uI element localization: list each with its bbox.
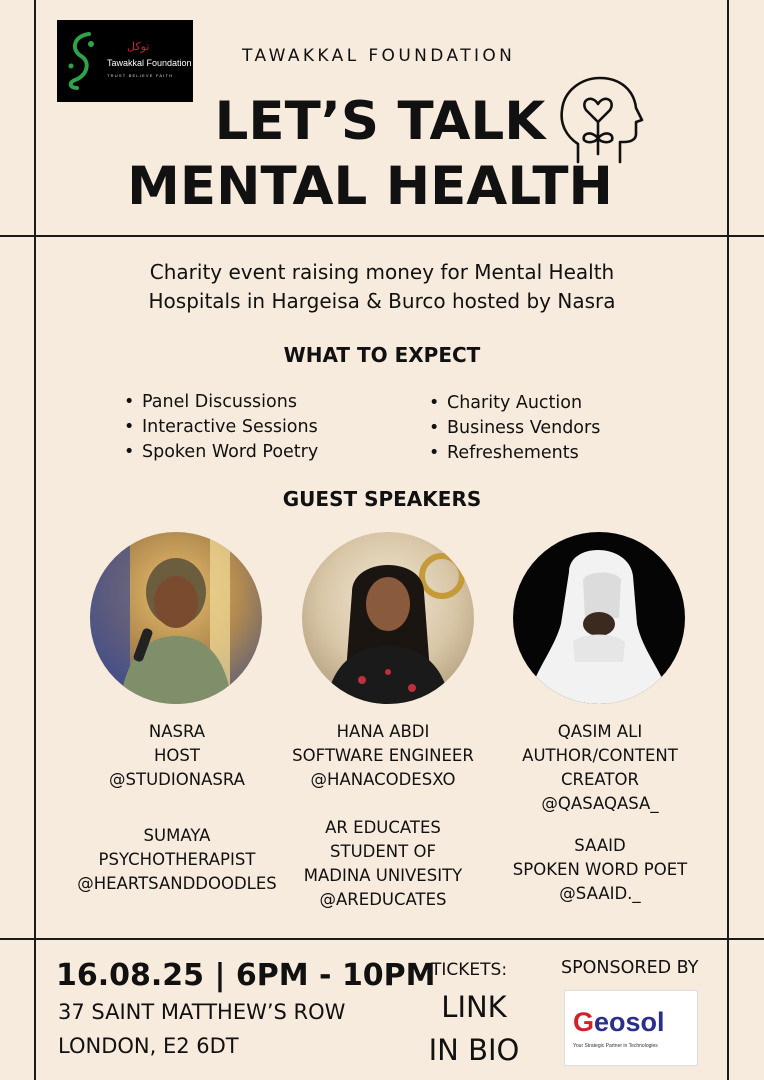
speaker-photo-nasra: [90, 532, 262, 704]
speaker-role: SPOKEN WORD POET: [512, 860, 688, 879]
description-line-1: Charity event raising money for Mental Health: [149, 260, 615, 284]
speaker-name: AR EDUCATES: [325, 818, 441, 837]
organization-name: TAWAKKAL FOUNDATION: [242, 46, 516, 66]
list-item: • Spoken Word Poetry: [142, 440, 318, 465]
sponsor-name: Geosol: [573, 1007, 665, 1037]
speaker-handle: @AREDUCATES: [319, 890, 447, 909]
speaker-name: SAAID: [574, 836, 626, 855]
speaker-handle: @SAAID._: [559, 884, 641, 903]
footer-divider: [0, 938, 764, 940]
speaker-photo-hana: [302, 532, 474, 704]
address-line-1: 37 SAINT MATTHEW’S ROW: [58, 1000, 346, 1024]
tawakkal-logo: [57, 20, 193, 102]
logo-tagline: TRUST BELIEVE FAITH: [107, 73, 174, 78]
event-date-time: 16.08.25 | 6PM - 10PM: [56, 958, 436, 993]
list-item: • Charity Auction: [447, 391, 600, 416]
speaker-role: PSYCHOTHERAPIST: [98, 850, 256, 869]
logo-name: Tawakkal Foundation: [107, 58, 192, 68]
tickets-label: TICKETS:: [431, 960, 508, 980]
speaker-name: QASIM ALI: [557, 722, 643, 741]
speaker-role: AUTHOR/CONTENT: [522, 746, 678, 765]
speaker-hana: [253, 720, 513, 792]
speaker-name: SUMAYA: [143, 826, 211, 845]
speaker-role: HOST: [154, 746, 200, 765]
description-line-2: Hospitals in Hargeisa & Burco hosted by Nasra: [148, 289, 616, 313]
expect-list-right: [429, 391, 600, 466]
head-heart-flower-icon: [558, 74, 646, 166]
list-item: • Refreshements: [447, 441, 600, 466]
speaker-role: SOFTWARE ENGINEER: [292, 746, 474, 765]
speaker-saaid: [480, 834, 720, 906]
address-line-2: LONDON, E2 6DT: [58, 1034, 239, 1058]
event-description: [0, 258, 764, 316]
speaker-handle: @HEARTSANDDOODLES: [77, 874, 277, 893]
sponsor-tagline: Your Strategic Partner in Technologies: [573, 1043, 658, 1049]
speaker-handle: @STUDIONASRA: [109, 770, 245, 789]
speaker-ar-educates: [253, 816, 513, 912]
guest-speakers-heading: GUEST SPEAKERS: [282, 487, 482, 511]
speaker-qasim: [480, 720, 720, 816]
speaker-photo-qasim: [513, 532, 685, 704]
speaker-handle: @HANACODESXO: [310, 770, 456, 789]
speaker-role: MADINA UNIVESITY: [303, 866, 463, 885]
speaker-role: STUDENT OF: [330, 842, 436, 861]
calligraphy-mark-icon: [63, 26, 99, 96]
what-to-expect-heading: WHAT TO EXPECT: [283, 343, 481, 367]
sponsored-by-label: SPONSORED BY: [561, 958, 699, 978]
tickets-link-line-2: IN BIO: [428, 1033, 520, 1067]
speaker-handle: @QASAQASA_: [541, 794, 659, 813]
tickets-link-line-1: LINK: [441, 990, 507, 1024]
geosol-sponsor-logo: [564, 990, 698, 1066]
speaker-name: HANA ABDI: [336, 722, 430, 741]
expect-list-left: [124, 390, 318, 465]
title-line-2: MENTAL HEALTH: [127, 156, 613, 217]
speaker-name: NASRA: [148, 722, 206, 741]
speaker-role: CREATOR: [561, 770, 639, 789]
header-divider: [0, 235, 764, 237]
list-item: • Panel Discussions: [142, 390, 318, 415]
logo-arabic-text: توكل: [127, 40, 150, 53]
title-line-1: LET’S TALK: [214, 91, 546, 152]
list-item: • Interactive Sessions: [142, 415, 318, 440]
list-item: • Business Vendors: [447, 416, 600, 441]
